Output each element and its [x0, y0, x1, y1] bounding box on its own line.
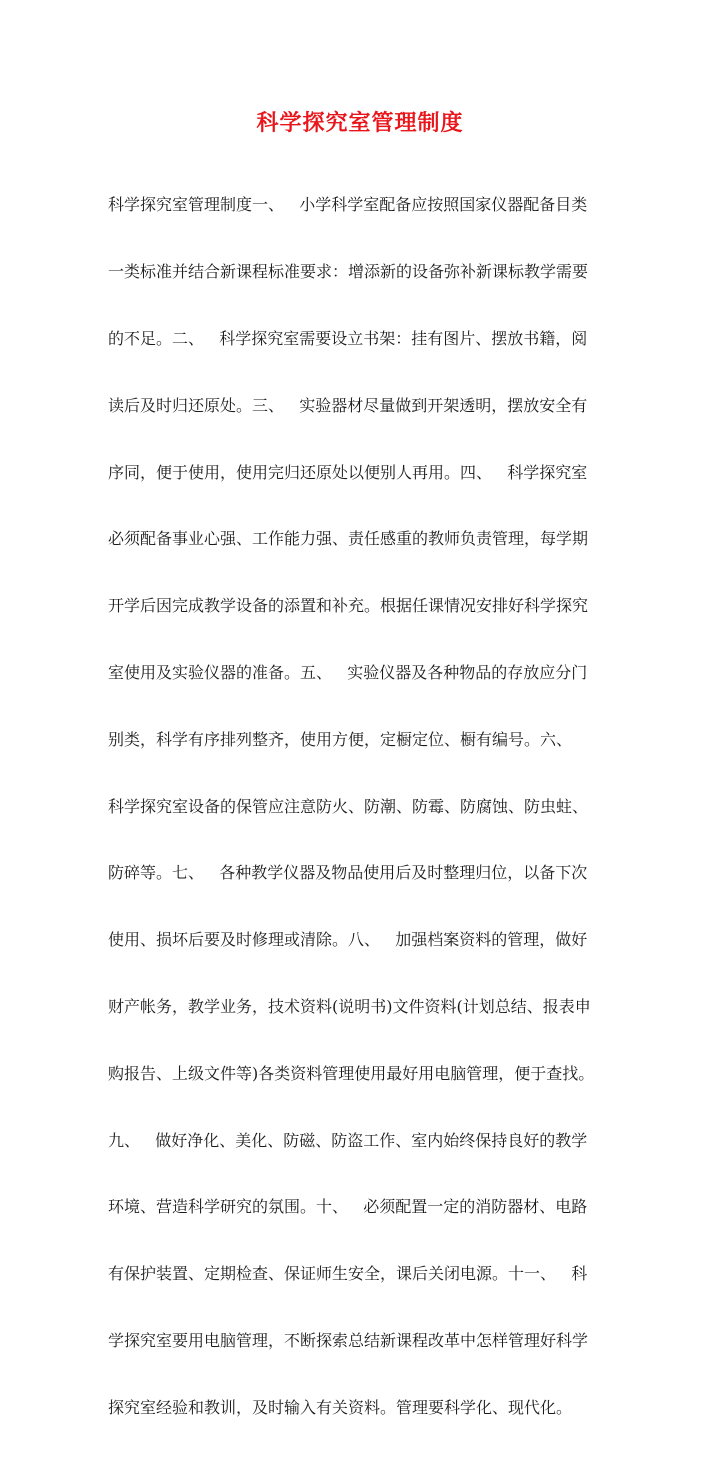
document-body [108, 155, 614, 1458]
body-line: 防碎等。七、 各种教学仪器及物品使用后及时整理归位，以备下次 [108, 863, 588, 883]
body-line: 科学探究室管理制度一、 小学科学室配备应按照国家仪器配备目类 [108, 195, 588, 215]
body-line: 科学探究室设备的保管应注意防火、防潮、防霉、防腐蚀、防虫蛀、 [108, 796, 589, 816]
body-line: 一类标准并结合新课程标准要求：增添新的设备弥补新课标教学需要 [108, 262, 589, 282]
body-line: 读后及时归还原处。三、 实验器材尽量做到开架透明，摆放安全有 [108, 395, 588, 415]
body-line: 序同，便于使用，使用完归还原处以便别人再用。四、 科学探究室 [108, 462, 588, 482]
body-line: 必须配备事业心强、工作能力强、责任感重的教师负责管理，每学期 [108, 529, 589, 549]
body-line: 室使用及实验仪器的准备。五、 实验仪器及各种物品的存放应分门 [108, 662, 588, 682]
document-title: 科学探究室管理制度 [256, 109, 464, 136]
body-line: 别类，科学有序排列整齐，使用方便，定橱定位、橱有编号。六、 [108, 729, 573, 749]
body-line: 有保护装置、定期检查、保证师生安全，课后关闭电源。十一、 科 [108, 1264, 588, 1284]
body-line: 财产帐务，教学业务，技术资料(说明书)文件资料(计划总结、报表申 [108, 996, 591, 1016]
body-line: 购报告、上级文件等)各类资料管理使用最好用电脑管理，便于查找。 [108, 1063, 595, 1083]
body-line: 使用、损坏后要及时修理或清除。八、 加强档案资料的管理，做好 [108, 930, 588, 950]
body-line: 开学后因完成教学设备的添置和补充。根据任课情况安排好科学探究 [108, 596, 589, 616]
body-line: 九、 做好净化、美化、防磁、防盗工作、室内始终保持良好的教学 [108, 1130, 588, 1150]
body-line: 探究室经验和教训，及时输入有关资料。管理要科学化、现代化。 [108, 1397, 573, 1417]
body-line: 环境、营造科学研究的氛围。十、 必须配置一定的消防器材、电路 [108, 1197, 588, 1217]
body-line: 学探究室要用电脑管理，不断探索总结新课程改革中怎样管理好科学 [108, 1330, 589, 1350]
body-line: 的不足。二、 科学探究室需要设立书架：挂有图片、摆放书籍，阅 [108, 329, 588, 348]
